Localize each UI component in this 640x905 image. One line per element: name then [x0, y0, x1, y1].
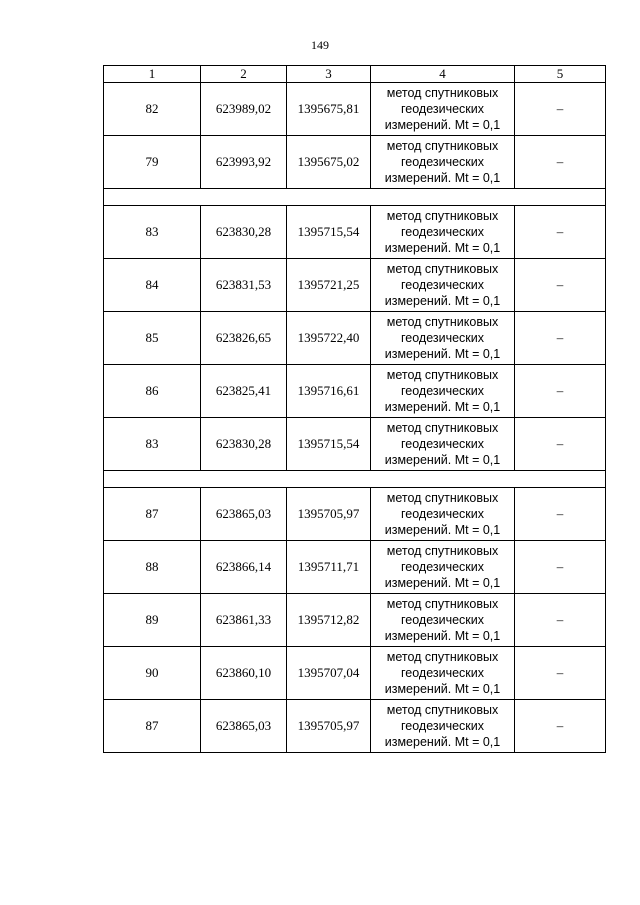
- x-coordinate-cell: 623830,28: [201, 206, 287, 259]
- header-cell-point: 1: [104, 66, 201, 83]
- header-cell-y: 3: [287, 66, 371, 83]
- method-text-line: геодезических: [400, 437, 484, 451]
- y-coordinate-cell: 1395721,25: [287, 259, 371, 312]
- method-text-line: измерений. Mt = 0,1: [384, 400, 501, 414]
- note-cell: –: [515, 700, 606, 753]
- header-cell-method: 4: [371, 66, 515, 83]
- method-cell: [371, 312, 515, 365]
- x-coordinate-cell: 623989,02: [201, 83, 287, 136]
- method-text-line: метод спутниковых: [386, 491, 499, 505]
- method-cell: [371, 365, 515, 418]
- method-cell: [371, 594, 515, 647]
- note-cell: –: [515, 418, 606, 471]
- method-text-line: измерений. Mt = 0,1: [384, 682, 501, 696]
- method-cell: [371, 488, 515, 541]
- method-text-line: геодезических: [400, 507, 484, 521]
- y-coordinate-cell: 1395705,97: [287, 488, 371, 541]
- y-coordinate-cell: 1395675,81: [287, 83, 371, 136]
- page-number: 149: [311, 38, 329, 52]
- note-cell: –: [515, 365, 606, 418]
- y-coordinate-cell: 1395707,04: [287, 647, 371, 700]
- y-coordinate-cell: 1395675,02: [287, 136, 371, 189]
- header-row: [104, 66, 606, 83]
- note-cell: –: [515, 541, 606, 594]
- y-coordinate-cell: 1395712,82: [287, 594, 371, 647]
- method-cell: [371, 700, 515, 753]
- point-number-cell: 83: [104, 206, 201, 259]
- y-coordinate-cell: 1395716,61: [287, 365, 371, 418]
- table-row: [104, 312, 606, 365]
- x-coordinate-cell: 623825,41: [201, 365, 287, 418]
- method-text-line: геодезических: [400, 666, 484, 680]
- separator-row: [104, 471, 606, 488]
- table-row: [104, 594, 606, 647]
- method-text-line: метод спутниковых: [386, 86, 499, 100]
- method-text-line: метод спутниковых: [386, 315, 499, 329]
- y-coordinate-cell: 1395711,71: [287, 541, 371, 594]
- method-text-line: метод спутниковых: [386, 139, 499, 153]
- method-text-line: геодезических: [400, 384, 484, 398]
- method-text-line: метод спутниковых: [386, 650, 499, 664]
- header-cell-note: 5: [515, 66, 606, 83]
- method-text-line: измерений. Mt = 0,1: [384, 523, 501, 537]
- x-coordinate-cell: 623830,28: [201, 418, 287, 471]
- separator-row: [104, 189, 606, 206]
- point-number-cell: 84: [104, 259, 201, 312]
- point-number-cell: 88: [104, 541, 201, 594]
- table-row: [104, 647, 606, 700]
- note-cell: –: [515, 259, 606, 312]
- method-text-line: метод спутниковых: [386, 368, 499, 382]
- method-text-line: измерений. Mt = 0,1: [384, 294, 501, 308]
- point-number-cell: 87: [104, 488, 201, 541]
- method-text-line: геодезических: [400, 560, 484, 574]
- x-coordinate-cell: 623861,33: [201, 594, 287, 647]
- y-coordinate-cell: 1395722,40: [287, 312, 371, 365]
- note-cell: –: [515, 206, 606, 259]
- method-cell: [371, 206, 515, 259]
- separator-cell: [104, 189, 606, 206]
- note-cell: –: [515, 136, 606, 189]
- method-text-line: измерений. Mt = 0,1: [384, 735, 501, 749]
- method-cell: [371, 83, 515, 136]
- point-number-cell: 90: [104, 647, 201, 700]
- note-cell: –: [515, 83, 606, 136]
- x-coordinate-cell: 623993,92: [201, 136, 287, 189]
- method-text-line: метод спутниковых: [386, 703, 499, 717]
- note-cell: –: [515, 312, 606, 365]
- separator-cell: [104, 471, 606, 488]
- method-text-line: измерений. Mt = 0,1: [384, 629, 501, 643]
- table-row: [104, 136, 606, 189]
- table-body: [104, 66, 606, 753]
- table-row: [104, 259, 606, 312]
- table-row: [104, 488, 606, 541]
- x-coordinate-cell: 623865,03: [201, 700, 287, 753]
- method-cell: [371, 647, 515, 700]
- table-row: [104, 418, 606, 471]
- method-text-line: геодезических: [400, 719, 484, 733]
- point-number-cell: 83: [104, 418, 201, 471]
- method-cell: [371, 136, 515, 189]
- y-coordinate-cell: 1395715,54: [287, 206, 371, 259]
- method-cell: [371, 541, 515, 594]
- table-row: [104, 206, 606, 259]
- method-text-line: измерений. Mt = 0,1: [384, 118, 501, 132]
- table-row: [104, 541, 606, 594]
- note-cell: –: [515, 594, 606, 647]
- note-cell: –: [515, 647, 606, 700]
- x-coordinate-cell: 623866,14: [201, 541, 287, 594]
- point-number-cell: 89: [104, 594, 201, 647]
- x-coordinate-cell: 623831,53: [201, 259, 287, 312]
- method-text-line: измерений. Mt = 0,1: [384, 347, 501, 361]
- method-text-line: геодезических: [400, 278, 484, 292]
- method-text-line: геодезических: [400, 102, 484, 116]
- point-number-cell: 86: [104, 365, 201, 418]
- method-text-line: метод спутниковых: [386, 544, 499, 558]
- method-text-line: метод спутниковых: [386, 597, 499, 611]
- point-number-cell: 82: [104, 83, 201, 136]
- point-number-cell: 85: [104, 312, 201, 365]
- table-row: [104, 365, 606, 418]
- method-text-line: метод спутниковых: [386, 262, 499, 276]
- method-cell: [371, 418, 515, 471]
- method-cell: [371, 259, 515, 312]
- note-cell: –: [515, 488, 606, 541]
- method-text-line: метод спутниковых: [386, 209, 499, 223]
- method-text-line: геодезических: [400, 155, 484, 169]
- method-text-line: геодезических: [400, 225, 484, 239]
- method-text-line: геодезических: [400, 331, 484, 345]
- point-number-cell: 79: [104, 136, 201, 189]
- point-number-cell: 87: [104, 700, 201, 753]
- table-row: [104, 83, 606, 136]
- x-coordinate-cell: 623865,03: [201, 488, 287, 541]
- header-cell-x: 2: [201, 66, 287, 83]
- method-text-line: измерений. Mt = 0,1: [384, 171, 501, 185]
- table-row: [104, 700, 606, 753]
- y-coordinate-cell: 1395715,54: [287, 418, 371, 471]
- method-text-line: измерений. Mt = 0,1: [384, 453, 501, 467]
- y-coordinate-cell: 1395705,97: [287, 700, 371, 753]
- method-text-line: геодезических: [400, 613, 484, 627]
- x-coordinate-cell: 623826,65: [201, 312, 287, 365]
- method-text-line: измерений. Mt = 0,1: [384, 576, 501, 590]
- method-text-line: измерений. Mt = 0,1: [384, 241, 501, 255]
- x-coordinate-cell: 623860,10: [201, 647, 287, 700]
- coordinates-table: [103, 65, 606, 753]
- method-text-line: метод спутниковых: [386, 421, 499, 435]
